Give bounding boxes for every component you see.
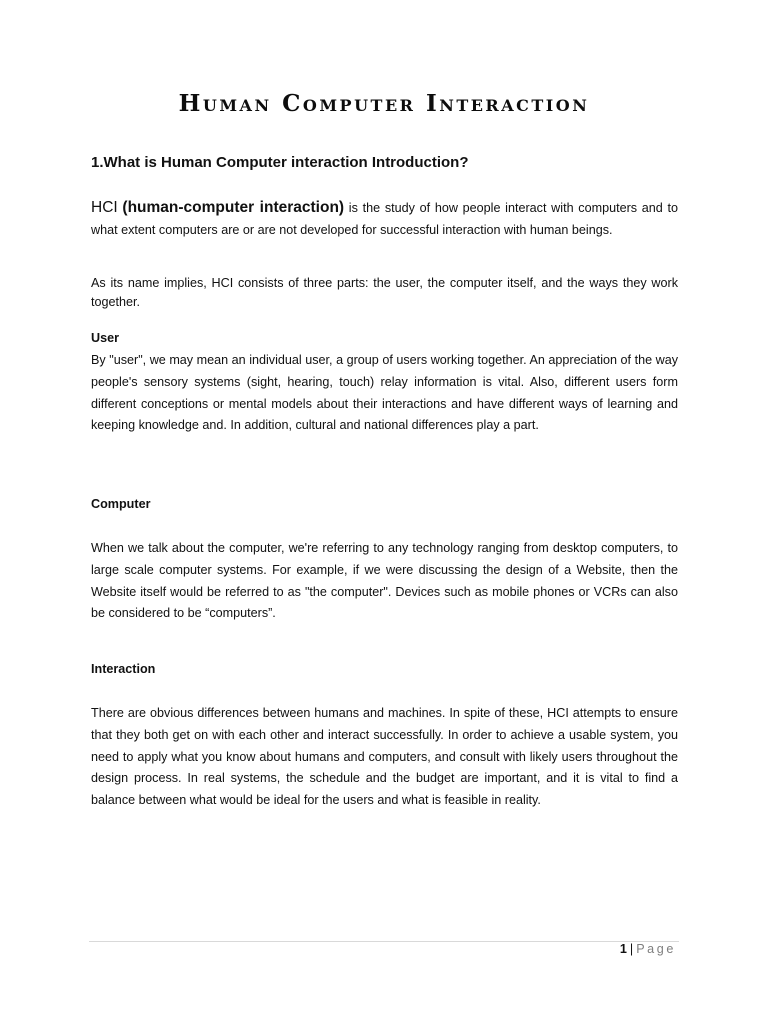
parts-paragraph: As its name implies, HCI consists of three parts: the user, the computer itself, and the ways they work together.	[91, 276, 678, 309]
user-heading: User	[91, 331, 120, 345]
interaction-heading: Interaction	[91, 662, 156, 676]
page-footer	[620, 942, 676, 956]
computer-paragraph: When we talk about the computer, we're referring to any technology ranging from desktop computers, to large scale computer systems. For example, if we were discussing the design of a Website, then the Website itself would be referred to as "the computer". Devices such as mobile phones or VCRs can also be considered to be “computers”.	[91, 541, 678, 621]
intro-paragraph	[91, 197, 678, 242]
intro-text: is the study of how people interact with computers and to what extent computers are or are not developed for successful interaction with human beings.	[91, 201, 679, 237]
intro-term-full: (human-computer interaction)	[122, 199, 345, 216]
interaction-paragraph: There are obvious differences between humans and machines. In spite of these, HCI attempts to ensure that they both get on with each other and interact successfully. In order to achieve a usable system, you need to apply what you know about humans and computers, and consult with likely users throughout the design process. In real systems, the schedule and the budget are important, and it is vital to find a balance between what would be ideal for the users and what is feasible in reality.	[91, 706, 678, 808]
page-number: 1	[619, 942, 627, 956]
section-heading: 1.What is Human Computer interaction Introduction?	[91, 154, 469, 171]
page-label: Page	[636, 942, 676, 956]
intro-term-short: HCI	[91, 199, 118, 216]
user-paragraph: By "user", we may mean an individual user, a group of users working together. An appreciation of the way people's sensory systems (sight, hearing, touch) relay information is vital. Also, different users form different conceptions or mental models about their interactions and have different ways of learning and keeping knowledge and. In addition, cultural and national differences play a part.	[91, 353, 678, 433]
footer-separator: |	[629, 942, 634, 956]
computer-heading: Computer	[91, 497, 151, 511]
document-title: Human Computer Interaction	[178, 90, 590, 117]
footer-divider	[89, 941, 679, 942]
